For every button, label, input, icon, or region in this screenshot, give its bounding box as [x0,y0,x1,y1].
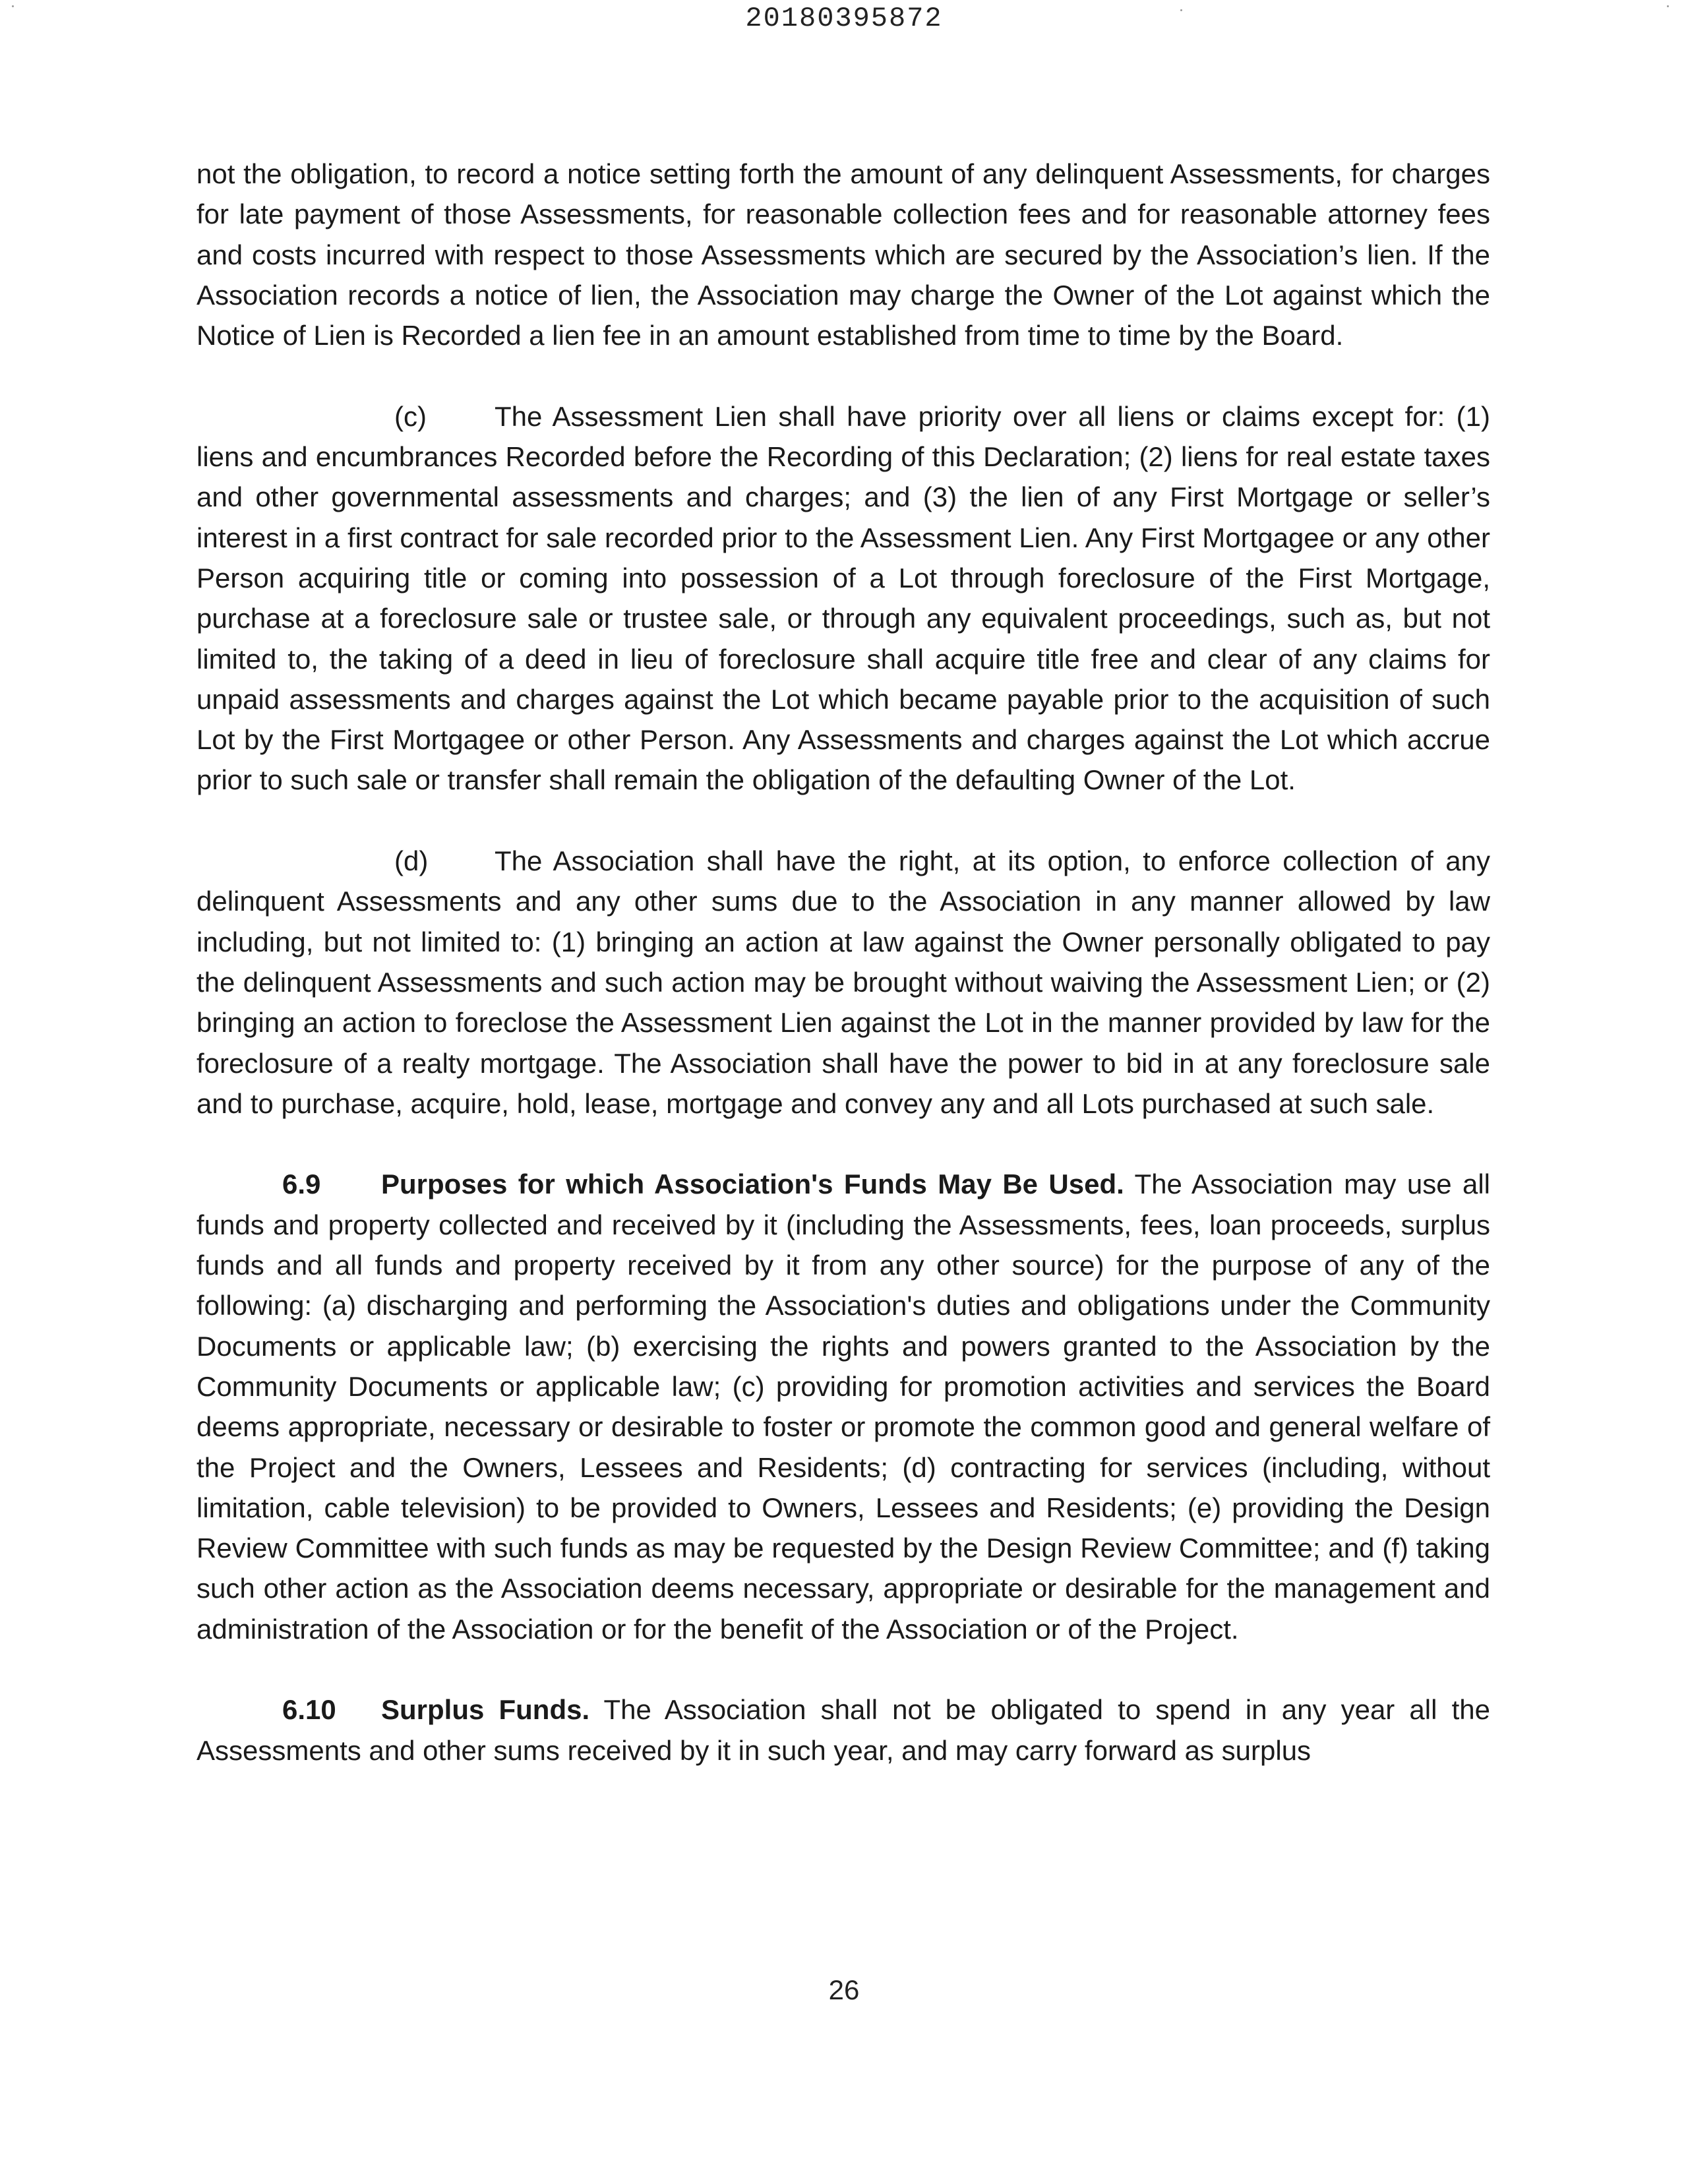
section-number: 6.10 [282,1694,336,1726]
page-number: 26 [828,1974,860,2005]
subparagraph-marker: (c) [394,400,427,432]
document-body [196,154,1490,1811]
subparagraph-text: The Assessment Lien shall have priority over all liens or claims except for: (1) liens and encumbrances Recorded before the Recording of this Declaration; (2) liens for real estate taxes and other governmental assessments and charges; and (3) the lien of any First Mortgage or seller’s interest in a first contract for sale recorded prior to the Assessment Lien. Any First Mortgagee or any other Person acquiring title or coming into possession of a Lot through foreclosure of the First Mortgage, purchase at a foreclosure sale or trustee sale, or through any equivalent proceedings, such as, but not limited to, the taking of a deed in lieu of foreclosure shall acquire title free and clear of any claims for unpaid assessments and charges against the Lot which became payable prior to the acquisition of such Lot by the First Mortgagee or other Person. Any Assessments and charges against the Lot which accrue prior to such sale or transfer shall remain the obligation of the defaulting Owner of the Lot. [196,400,1490,796]
subparagraph-c [196,396,1490,801]
subparagraph-text: The Association shall have the right, at its option, to enforce collection of any delinquent Assessments and any other sums due to the Association in any manner allowed by law including, but not limited to: (1) bringing an action at law against the Owner personally obligated to pay the delinquent Assessments and such action may be brought without waiving the Assessment Lien; or (2) bringing an action to foreclose the Assessment Lien against the Lot in the manner provided by law for the foreclosure of a realty mortgage. The Association shall have the power to bid in at any foreclosure sale and to purchase, acquire, hold, lease, mortgage and convey any and all Lots purchased at such sale. [196,845,1490,1119]
subparagraph-marker: (d) [394,845,429,877]
section-text: The Association shall not be obligated to spend in any year all the Assessments and other sums received by it in such year, and may carry forward as surplus [196,1694,1490,1766]
section-title: Purposes for which Association's Funds May Be Used. [381,1168,1124,1200]
scan-speck [1180,9,1182,11]
section-6-10 [196,1689,1490,1771]
subparagraph-d [196,841,1490,1124]
scan-speck [12,5,14,7]
paragraph-continuation: not the obligation, to record a notice setting forth the amount of any delinquent Assessments, for charges for late payment of those Assessments, for reasonable collection fees and for reasonable attorney fees and costs incurred with respect to those Assessments which are secured by the Association’s lien. If the Association records a notice of lien, the Association may charge the Owner of the Lot against which the Notice of Lien is Recorded a lien fee in an amount established from time to time by the Board. [196,158,1490,351]
scan-speck [1667,5,1669,7]
section-6-9 [196,1164,1490,1649]
section-title: Surplus Funds. [381,1694,590,1726]
section-number: 6.9 [282,1168,321,1200]
section-text: The Association may use all funds and property collected and received by it (including the Assessments, fees, loan proceeds, surplus funds and all funds and property received by it from any other source) for the purpose of any of the following: (a) discharging and performing the Association's duties and obligations under the Community Documents or applicable law; (b) exercising the rights and powers granted to the Association by the Community Documents or applicable law; (c) providing for promotion activities and services the Board deems appropriate, necessary or desirable to foster or promote the common good and general welfare of the Project and the Owners, Lessees and Residents; (d) contracting for services (including, without limitation, cable television) to be provided to Owners, Lessees and Residents; (e) providing the Design Review Committee with such funds as may be requested by the Design Review Committee; and (f) taking such other action as the Association deems necessary, appropriate or desirable for the management and administration of the Association or for the benefit of the Association or of the Project. [196,1168,1490,1645]
document-number: 20180395872 [745,3,943,34]
